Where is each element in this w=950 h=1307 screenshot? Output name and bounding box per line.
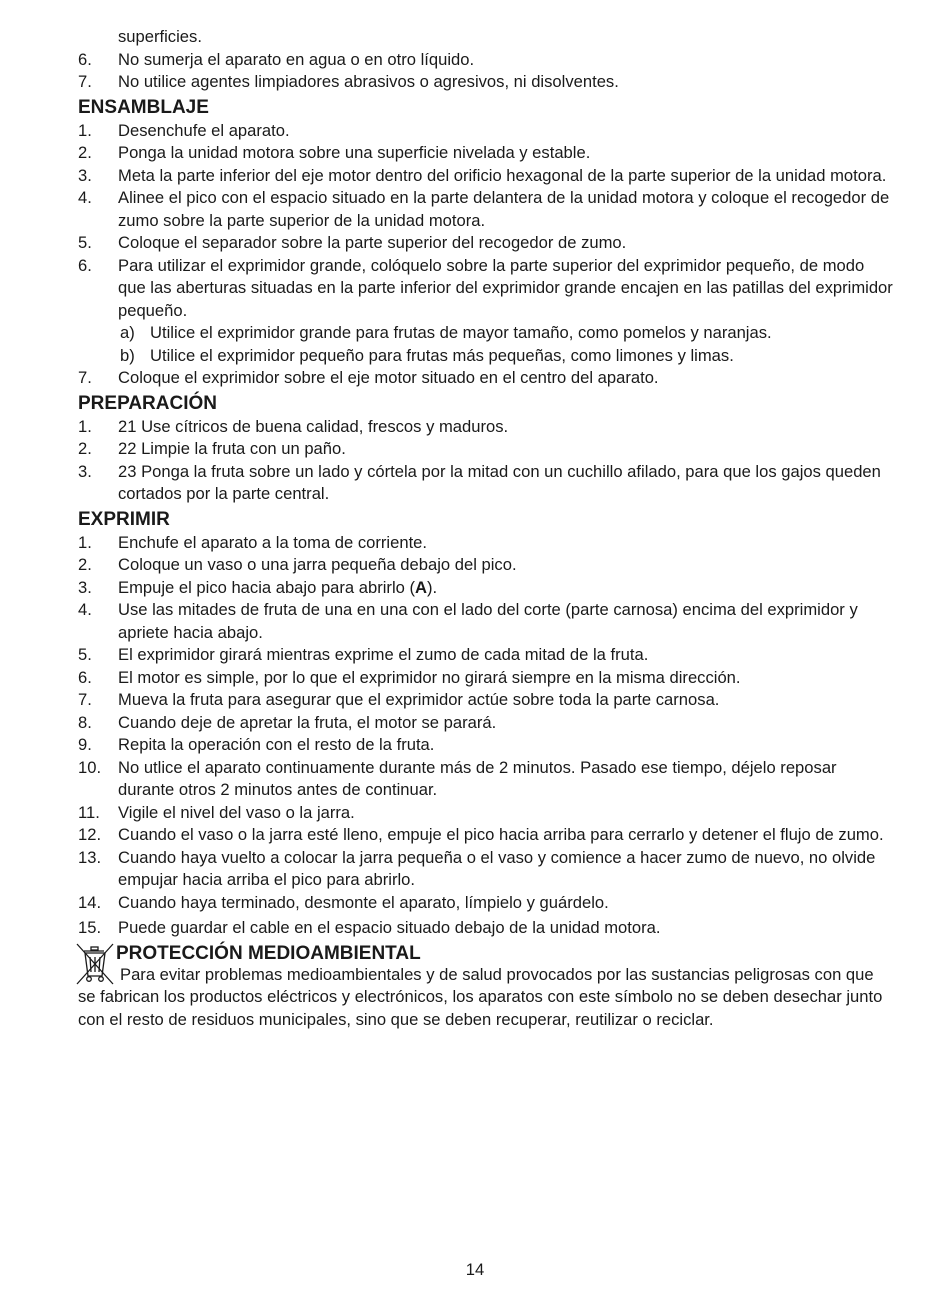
item-number: 4. [78, 188, 92, 207]
list-item [78, 187, 893, 232]
item-number: 5. [78, 645, 92, 664]
item-text: Repita la operación con el resto de la fruta. [118, 735, 435, 754]
figure-reference: A [415, 577, 427, 597]
list-item [78, 824, 893, 847]
item-text: Para utilizar el exprimidor grande, colóquelo sobre la parte superior del exprimidor pequeño, de modo que las aberturas situadas en la parte inferior del exprimidor grande encajen en las patillas del exprimidor pequeño. [118, 255, 893, 320]
list-item [78, 71, 893, 94]
list-item [78, 49, 893, 72]
environment-text: Para evitar problemas medioambientales y de salud provocados por las sustancias peligrosas con que se fabrican los productos eléctricos y electrónicos, los aparatos con este símbolo no se deben desechar junto con el resto de residuos municipales, sino que se deben recuperar, reutilizar o reciclar. [78, 964, 883, 1029]
list-item [78, 577, 893, 600]
sub-item-letter: a) [120, 323, 135, 342]
item-number: 7. [78, 72, 92, 91]
section-heading-squeeze: EXPRIMIR [78, 508, 170, 530]
item-number: 2. [78, 439, 92, 458]
item-number: 7. [78, 368, 92, 387]
item-number: 4. [78, 600, 92, 619]
item-text: Puede guardar el cable en el espacio situado debajo de la unidad motora. [118, 918, 661, 937]
item-number: 3. [78, 461, 92, 481]
continuation-line: superficies. [118, 27, 202, 46]
sub-item-letter: b) [120, 345, 135, 365]
list-item [78, 847, 893, 892]
list-item [78, 554, 893, 577]
list-item [78, 757, 893, 802]
item-text: Coloque el separador sobre la parte superior del recogedor de zumo. [118, 233, 627, 252]
list-item [78, 416, 893, 439]
item-number: 3. [78, 165, 92, 185]
item-text: Cuando haya terminado, desmonte el aparato, límpielo y guárdelo. [118, 892, 609, 912]
item-number: 14. [78, 892, 102, 912]
crossed-out-wheelie-bin-icon [74, 942, 116, 986]
list-item [78, 438, 893, 461]
item-text: Coloque un vaso o una jarra pequeña debajo del pico. [118, 555, 517, 574]
item-text: No utlice el aparato continuamente durante más de 2 minutos. Pasado ese tiempo, déjelo reposar durante otros 2 minutos antes de continuar. [118, 757, 837, 799]
item-text: 23 Ponga la fruta sobre un lado y córtela por la mitad con un cuchillo afilado, para que los gajos queden cortados por la parte central. [118, 461, 881, 503]
item-text: El exprimidor girará mientras exprime el zumo de cada mitad de la fruta. [118, 645, 649, 664]
list-item [78, 142, 893, 165]
section-heading-environment: PROTECCIÓN MEDIOAMBIENTAL [116, 942, 421, 964]
item-number: 7. [78, 690, 92, 709]
item-text: Coloque el exprimidor sobre el eje motor situado en el centro del aparato. [118, 368, 659, 387]
list-item [78, 917, 893, 940]
item-text: Mueva la fruta para asegurar que el exprimidor actúe sobre toda la parte carnosa. [118, 690, 720, 709]
list-item [78, 599, 893, 644]
item-text: 21 Use cítricos de buena calidad, frescos y maduros. [118, 416, 509, 436]
item-text: Meta la parte inferior del eje motor dentro del orificio hexagonal de la parte superior de la unidad motora. [118, 165, 887, 185]
item-number: 6. [78, 667, 92, 687]
list-item [78, 644, 893, 667]
item-number: 13. [78, 847, 102, 867]
item-number: 2. [78, 555, 92, 574]
item-text: No utilice agentes limpiadores abrasivos o agresivos, ni disolventes. [118, 72, 619, 91]
item-number: 1. [78, 532, 92, 552]
item-number: 6. [78, 255, 92, 275]
list-item [78, 892, 893, 915]
item-number: 11. [78, 802, 100, 822]
item-number: 6. [78, 49, 92, 69]
item-number: 1. [78, 120, 92, 140]
item-text: 22 Limpie la fruta con un paño. [118, 439, 346, 458]
item-text: Cuando el vaso o la jarra esté lleno, empuje el pico hacia arriba para cerrarlo y detener el flujo de zumo. [118, 825, 884, 844]
item-number: 9. [78, 735, 92, 754]
item-text: Cuando deje de apretar la fruta, el motor se parará. [118, 712, 497, 732]
list-item [78, 255, 893, 323]
list-item [78, 165, 893, 188]
section-heading-assembly: ENSAMBLAJE [78, 96, 209, 118]
item-number: 15. [78, 918, 102, 937]
list-item [78, 734, 893, 757]
item-text: Use las mitades de fruta de una en una con el lado del corte (parte carnosa) encima del exprimidor y apriete hacia abajo. [118, 600, 858, 642]
list-item [78, 712, 893, 735]
sub-list-item [78, 345, 893, 368]
section-heading-preparation: PREPARACIÓN [78, 392, 217, 414]
item-number: 1. [78, 416, 92, 436]
list-item [78, 232, 893, 255]
list-item [78, 367, 893, 390]
item-number: 5. [78, 233, 92, 252]
item-number: 3. [78, 577, 92, 597]
item-text: Cuando haya vuelto a colocar la jarra pequeña o el vaso y comience a hacer zumo de nuevo, no olvide empujar hacia arriba el pico para abrirlo. [118, 847, 876, 889]
list-item [78, 802, 893, 825]
item-text: Alinee el pico con el espacio situado en la parte delantera de la unidad motora y coloque el recogedor de zumo sobre la parte superior de la unidad motora. [118, 188, 890, 230]
item-number: 12. [78, 825, 102, 844]
sub-list-item [78, 322, 893, 345]
manual-page [78, 26, 893, 1031]
item-text: El motor es simple, por lo que el exprimidor no girará siempre en la misma dirección. [118, 667, 741, 687]
item-text: Enchufe el aparato a la toma de corriente. [118, 532, 428, 552]
list-item [78, 532, 893, 555]
item-number: 10. [78, 757, 102, 777]
list-item [78, 461, 893, 506]
item-text-before: Empuje el pico hacia abajo para abrirlo ( [118, 577, 416, 597]
item-number: 8. [78, 712, 92, 732]
sub-item-text: Utilice el exprimidor pequeño para frutas más pequeñas, como limones y limas. [150, 345, 734, 365]
sub-item-text: Utilice el exprimidor grande para frutas de mayor tamaño, como pomelos y naranjas. [150, 323, 772, 342]
item-text [118, 577, 893, 600]
item-text: Ponga la unidad motora sobre una superficie nivelada y estable. [118, 143, 591, 162]
list-item [78, 689, 893, 712]
item-text: Desenchufe el aparato. [118, 120, 290, 140]
list-item [78, 120, 893, 143]
item-text: Vigile el nivel del vaso o la jarra. [118, 802, 355, 822]
item-text-after: ). [427, 577, 438, 597]
item-number: 2. [78, 143, 92, 162]
item-text: No sumerja el aparato en agua o en otro líquido. [118, 49, 475, 69]
list-item [78, 667, 893, 690]
page-number: 14 [465, 1260, 485, 1279]
